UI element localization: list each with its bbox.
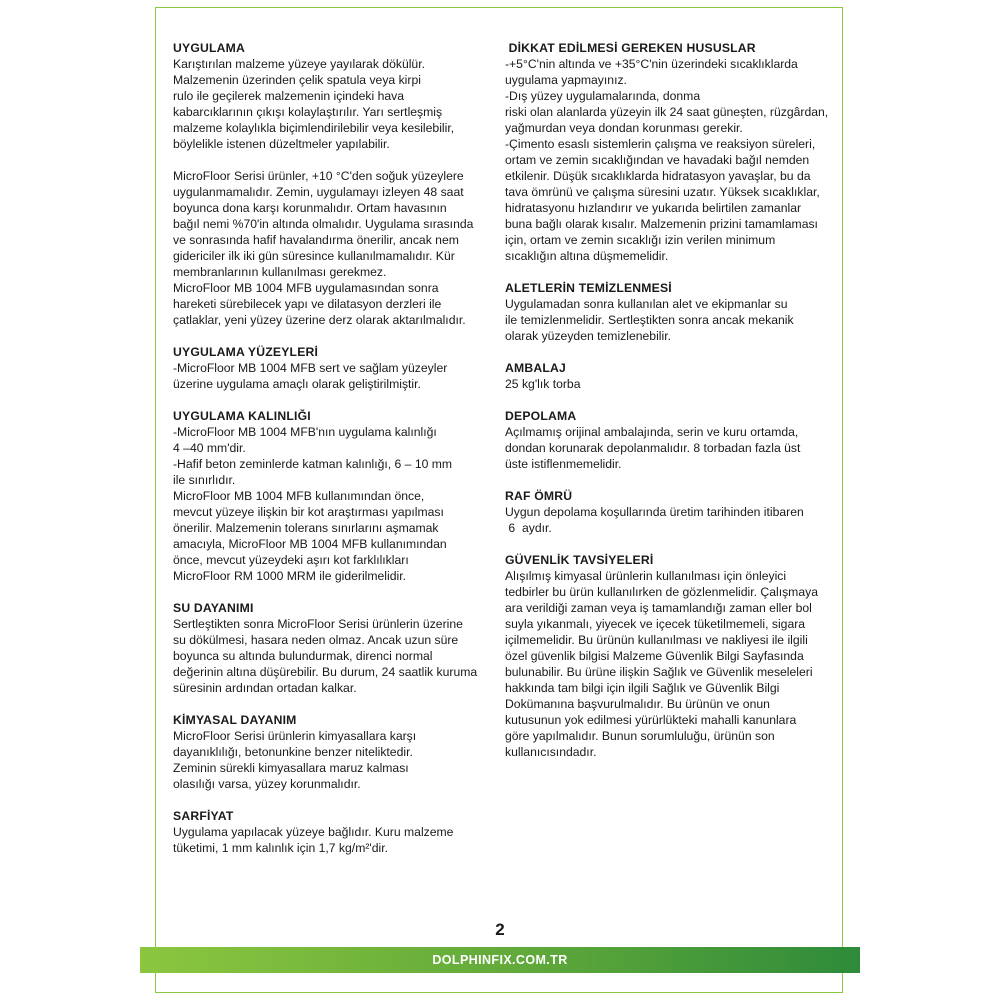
section-guvenlik-tavsiyeleri — [505, 552, 830, 760]
section-heading: SARFİYAT — [173, 809, 234, 823]
right-column — [505, 40, 830, 776]
section-heading: ALETLERİN TEMİZLENMESİ — [505, 281, 672, 295]
section-uygulama-yuzeyleri — [173, 344, 485, 392]
section-su-dayanimi — [173, 600, 485, 696]
section-body: MicroFloor Serisi ürünlerin kimyasallara karşı dayanıklılığı, betonunkine benzer niteliktedir. Zeminin sürekli kimyasallara maruz kalması olasılığı varsa, yüzey korunmalıdır. — [173, 729, 417, 791]
section-body: Uygulama yapılacak yüzeye bağlıdır. Kuru malzeme tüketimi, 1 mm kalınlık için 1,7 kg/m²'dir. — [173, 825, 454, 855]
section-uygulama — [173, 40, 485, 328]
footer-website-link[interactable]: DOLPHINFIX.COM.TR — [432, 953, 568, 967]
section-body: Uygulamadan sonra kullanılan alet ve ekipmanlar su ile temizlenmelidir. Sertleştikten sonra ancak mekanik olarak yüzeyden temizlenebilir. — [505, 297, 794, 343]
section-heading: SU DAYANIMI — [173, 601, 254, 615]
section-body: Alışılmış kimyasal ürünlerin kullanılması için önleyici tedbirler bu ürün kullanılırken de gözlenmelidir. Çalışmaya ara verildiği zaman veya iş tamamlandığı zaman eller bol suyla yıkanmalı, yiyecek ve içecek tüketilmemeli, sigara içilmemelidir. Bu ürünün kullanılması ve nakliyesi ile ilgili özel güvenlik bilgisi Malzeme Güvenlik Bilgi Sayfasında bulunabilir. Bu ürüne ilişkin Sağlık ve Güvenlik meseleleri hakkında tam bilgi için ilgili Sağlık ve Güvenlik Bilgi Dokümanına başvurulmalıdır. Bu ürünün ve onun kutusunun yok edilmesi yürürlükteki mahalli kanunlara göre yapılmalıdır. Bunun sorumluluğu, ürünün son kullanıcısındadır. — [505, 569, 818, 759]
section-heading: UYGULAMA — [173, 41, 246, 55]
page-number: 2 — [495, 920, 505, 939]
section-dikkat-edilmesi-gereken-hususlar — [505, 40, 830, 264]
section-body: -MicroFloor MB 1004 MFB sert ve sağlam yüzeyler üzerine uygulama amaçlı olarak geliştirilmiştir. — [173, 361, 448, 391]
section-heading: DİKKAT EDİLMESİ GEREKEN HUSUSLAR — [505, 41, 756, 55]
section-heading: DEPOLAMA — [505, 409, 577, 423]
section-heading: GÜVENLİK TAVSİYELERİ — [505, 553, 654, 567]
section-body: Uygun depolama koşullarında üretim tarihinden itibaren 6 aydır. — [505, 505, 804, 535]
section-body: -+5°C'nin altında ve +35°C'nin üzerindeki sıcaklıklarda uygulama yapmayınız. -Dış yüzey uygulamalarında, donma riski olan alanlarda yüzeyin ilk 24 saat güneşten, rüzgârdan, yağmurdan veya dondan korunması gerekir. -Çimento esaslı sistemlerin çalışma ve reaksiyon süreleri, ortam ve zemin sıcaklığından ve havadaki bağıl nemden etkilenir. Düşük sıcaklıklarda hidratasyon yavaşlar, bu da tava ömrünü ve çalışma süresini uzatır. Yüksek sıcaklıklar, hidratasyonu hızlandırır ve yukarıda belirtilen zamanlar buna bağlı olarak kısalır. Malzemenin prizini tamamlaması için, ortam ve zemin sıcaklığı izin verilen minimum sıcaklığın altına düşmemelidir. — [505, 57, 829, 263]
section-body: -MicroFloor MB 1004 MFB'nın uygulama kalınlığı 4 –40 mm'dir. -Hafif beton zeminlerde katman kalınlığı, 6 – 10 mm ile sınırlıdır. MicroFloor MB 1004 MFB kullanımından önce, mevcut yüzeye ilişkin bir kot araştırması yapılması önerilir. Malzemenin tolerans sınırlarını aşmamak amacıyla, MicroFloor MB 1004 MFB kullanımından önce, mevcut yüzeydeki aşırı kot farklılıkları MicroFloor RM 1000 MRM ile giderilmelidir. — [173, 425, 453, 583]
section-heading: AMBALAJ — [505, 361, 566, 375]
section-heading: UYGULAMA YÜZEYLERİ — [173, 345, 319, 359]
section-kimyasal-dayanim — [173, 712, 485, 792]
section-heading: RAF ÖMRÜ — [505, 489, 573, 503]
section-body: Sertleştikten sonra MicroFloor Serisi ürünlerin üzerine su dökülmesi, hasara neden olmaz. Ancak uzun süre boyunca su altında bulundurmak, direnci normal değerinin altına düşürebilir. Bu durum, 24 saatlik kuruma süresinin ardından ortadan kalkar. — [173, 617, 478, 695]
section-body: Açılmamış orijinal ambalajında, serin ve kuru ortamda, dondan korunarak depolanmalıdır. 8 torbadan fazla üst üste istiflenmemelidir. — [505, 425, 801, 471]
section-ambalaj — [505, 360, 830, 392]
left-column — [173, 40, 485, 872]
footer-band — [140, 947, 860, 973]
section-body: Karıştırılan malzeme yüzeye yayılarak dökülür. Malzemenin üzerinden çelik spatula veya kirpi rulo ile geçilerek malzemenin içindeki hava kabarcıklarının çıkışı kolaylaştırılır. Yarı sertleşmiş malzeme kolaylıkla biçimlendirilebilir veya kesilebilir, böylelikle istenen düzeltmeler yapılabilir. MicroFloor Serisi ürünler, +10 °C'den soğuk yüzeylere uygulanmamalıdır. Zemin, uygulamayı izleyen 48 saat boyunca dona karşı korunmalıdır. Ortam havasının bağıl nemi %70'in altında olmalıdır. Uygulama sırasında ve sonrasında hafif havalandırma önerilir, ancak nem gidericiler ilk iki gün süresince kullanılmamalıdır. Kür membranlarının kullanılması gerekmez. MicroFloor MB 1004 MFB uygulamasından sonra hareketi sürebilecek yapı ve dilatasyon derzleri ile çatlaklar, yeni yüzey üzerine derz olarak aktarılmalıdır. — [173, 57, 474, 327]
section-body: 25 kg'lık torba — [505, 377, 581, 391]
section-uygulama-kalinligi — [173, 408, 485, 584]
section-raf-omru — [505, 488, 830, 536]
section-depolama — [505, 408, 830, 472]
section-heading: KİMYASAL DAYANIM — [173, 713, 297, 727]
section-heading: UYGULAMA KALINLIĞI — [173, 409, 311, 423]
section-aletlerin-temizlenmesi — [505, 280, 830, 344]
section-sarfiyat — [173, 808, 485, 856]
